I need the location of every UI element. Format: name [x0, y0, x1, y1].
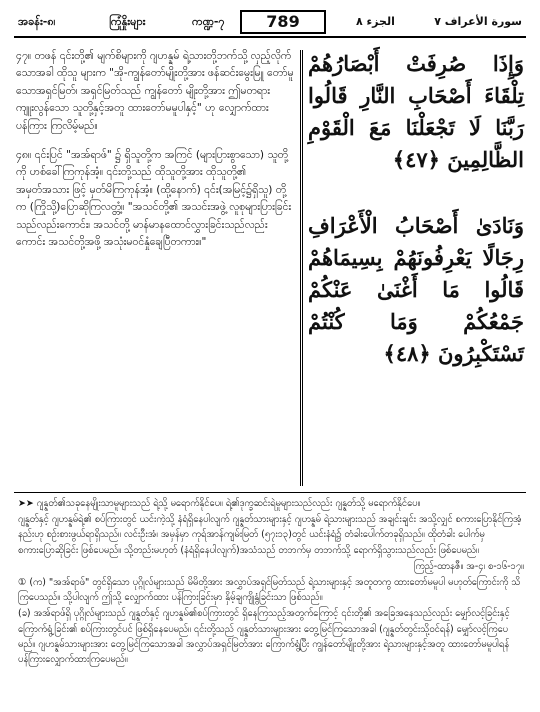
footnote-1: ➤➤ ဂျန္နတ်၏သခုနေမျိုးသာမူများသည် ရဲ့သို့ မရောက်နိုင်ပေ။ ရဲ့၏ဒုက္ခဆင်းရဲမှုများသည်လည်း ဂျန္နတ်သို့ မရောက်နိုင်ပေ။ [18, 498, 421, 509]
footnote-rule [14, 492, 526, 493]
verse-48-translation: ၄၈။ ၎င်းပြင် "အအ်ရာဖ်" ၌ ရှိသူတို့က အကြင် (များပြားစွာသော) သူတို့ကို ဟစ်ခေါ်ကြကုန်အံ့။ ၎င်းတို့သည် ထိုသူတို့အား ထိုသူတို့၏ အမှတ်အသား ဖြင့် မှတ်မိကြကုန်အံ့။ (ထို့နောက်) ၎င်း(အမြင့်၌ရှိသူ) တို့က (ကြိုသို့)ပြောဆိုကြလတ္တံ့။ "အသင်တို့၏ အသင်းအဖွဲ့ လူစုများပြားခြင်းသည်လည်းကောင်း၊ အသင်တို့ မာန်မာနထောင်လွှားခြင်းသည်လည်း ကောင်း အသင်တို့အဖို့ အသုံးမဝင်နှုံချေပြီတကား။" [16, 149, 292, 249]
juz-label: الجزء ٨ [356, 15, 395, 28]
footnotes [18, 496, 524, 668]
sura-number-label: အခန်း-၈၊ [18, 15, 56, 28]
column-divider [300, 50, 303, 486]
columns [14, 42, 526, 490]
sura-name: سورة الأعراف ٧ [434, 15, 522, 28]
verse-47-translation: ၄၇။ တဖန် ၎င်းတို့၏ မျက်စိများကို ဂျဟန္နမ် ရဲ့သားတို့ဘက်သို့ လှည့်လိုက်သောအခါ ထိုသူ များက "အို-ကျွန်တော်မျိုးတို့အား ဖန်ဆင်းမွေးမြူ တော်မူသောအရှင်မြတ်၊ အရှင်မြတ်သည် ကျွန်တော် မျိုးတို့အား ဤမတရားကျူးလွန်သော သူတို့နှင့်အတူ ထားတော်မမူပါနှင့်" ဟု လျှောက်ထား ပန်ကြား ကြလိမ့်မည်။ [16, 50, 294, 132]
footnote-3: ① (က) "အအ်ရာဖ်" တွင်ရှိသော ပုဂ္ဂိုလ်များသည် မိမိတို့အား အလွှာပ်အရှင်မြတ်သည် ရဲ့သားများနှင့် အတူတကွ ထားတော်မမူပါ မဟုတ်ကြောင်းကို သိကြပေသည်။ သို့ပါလျက် ဤသို့ လျှောက်ထား ပန်ကြားခြင်းမှာ နှိမ့်ချကျိုနွံခြင်းသာ ဖြစ်သည်။ [18, 577, 521, 604]
ayah-48-arabic: وَنَادَىٰ أَصْحَابُ الْأَعْرَافِ رِجَالًا يَعْرِفُونَهُمْ بِسِيمَاهُمْ قَالُوا مَا أَغْنَىٰ عَنْكُمْ جَمْعُكُمْ وَمَا كُنْتُمْ تَسْتَكْبِرُونَ ﴿٤٨﴾ [308, 213, 524, 366]
header-rule [14, 36, 526, 38]
footnote-2-reference: ကြည့်-ထာနဇီ။ အ-၄၊ စ-၁၆-၁၇။ [413, 560, 524, 572]
arabic-column [308, 48, 524, 404]
footnote-4: (ခ) အအ်ရာဖ်ရှိ ပုဂ္ဂိုလ်များသည် ဂျန္နတ်နှင့် ဂျဟန္နမ်၏စပ်ကြားတွင် ရှိနေကြသည့်အတွက်ကြောင့် ၎င်းတို့၏ အခြေအနေသည်လည်း မျှော်လင့်ခြင်းနှင့် ကြောက်ရွံ့ခြင်း၏ စပ်ကြားတွင်ပင် ဖြစ်ရှိနေပေမည်။ ၎င်းတို့သည် ဂျန္နတ်သားများအား တွေ့မြင်ကြသောအခါ (ဂျန္နတ်တွင်းသို့ဝင်ရန်) မျှော်လင့်ကြပေမည်။ ဂျဟန္နမ်သားများအား တွေ့မြင်ကြသောအခါ အလွှာပ်အရှင်မြတ်အား ကြောက်ရွံ့ပြီး ကျွန်တော်မျိုးတို့အား ရဲ့သားများနှင့်အတူ ထားတော်မမူပါရန် ပန်ကြားလျှောက်ထားကြပေမည်။ [18, 608, 510, 666]
footnote-2: ဂျန္နတ်နှင့် ဂျဟန္နမ်ရဲ့၏ စပ်ကြားတွင် ယင်းကဲ့သို့ နံရံရှိနေပါလျက် ဂျန္နတ်သားများနှင့် ဂျဟန္နမ် ရဲ့သားများသည် အချင်းချင်း အသို့လျှင် စကားပြောနိုင်ကြအံ့နည်းဟု စဉ်းစားဖွယ်ရာရှိသည်။ လင်းဦးအံ၊ အမှန်မှာ ကုရ်အာန်ကျမ်းမြတ် (၅၇း၁၃)တွင် ယင်းနံရံ၌ တံခါးပေါက်တခုရှိသည်။ ထိုတံခါး ပေါက်မှ စကားပြောဆိုခြင်း ဖြစ်ပေမည်။ သို့တည်းမဟုတ် (နံရံရှိနေပါလျက်)အသံသည် တဘက်မှ တဘက်သို့ ရောက်ရှိသွားသည်လည်း ဖြစ်ပေမည်။ [18, 514, 522, 556]
ayah-47-arabic: وَإِذَا صُرِفَتْ أَبْصَارُهُمْ تِلْقَاءَ أَصْحَابِ النَّارِ قَالُوا رَبَّنَا لَا تَجْعَلْنَا مَعَ الْقَوْمِ الظَّالِمِينَ ﴿٤٧﴾ [308, 51, 524, 172]
page-header [14, 10, 526, 34]
part-label: ကဏ္ဍ-၇ [192, 15, 225, 28]
page-number: 789 [240, 10, 326, 34]
translation-column [16, 48, 296, 263]
section-label: ကြုံနှိုးများ [109, 15, 146, 28]
page [14, 10, 526, 702]
